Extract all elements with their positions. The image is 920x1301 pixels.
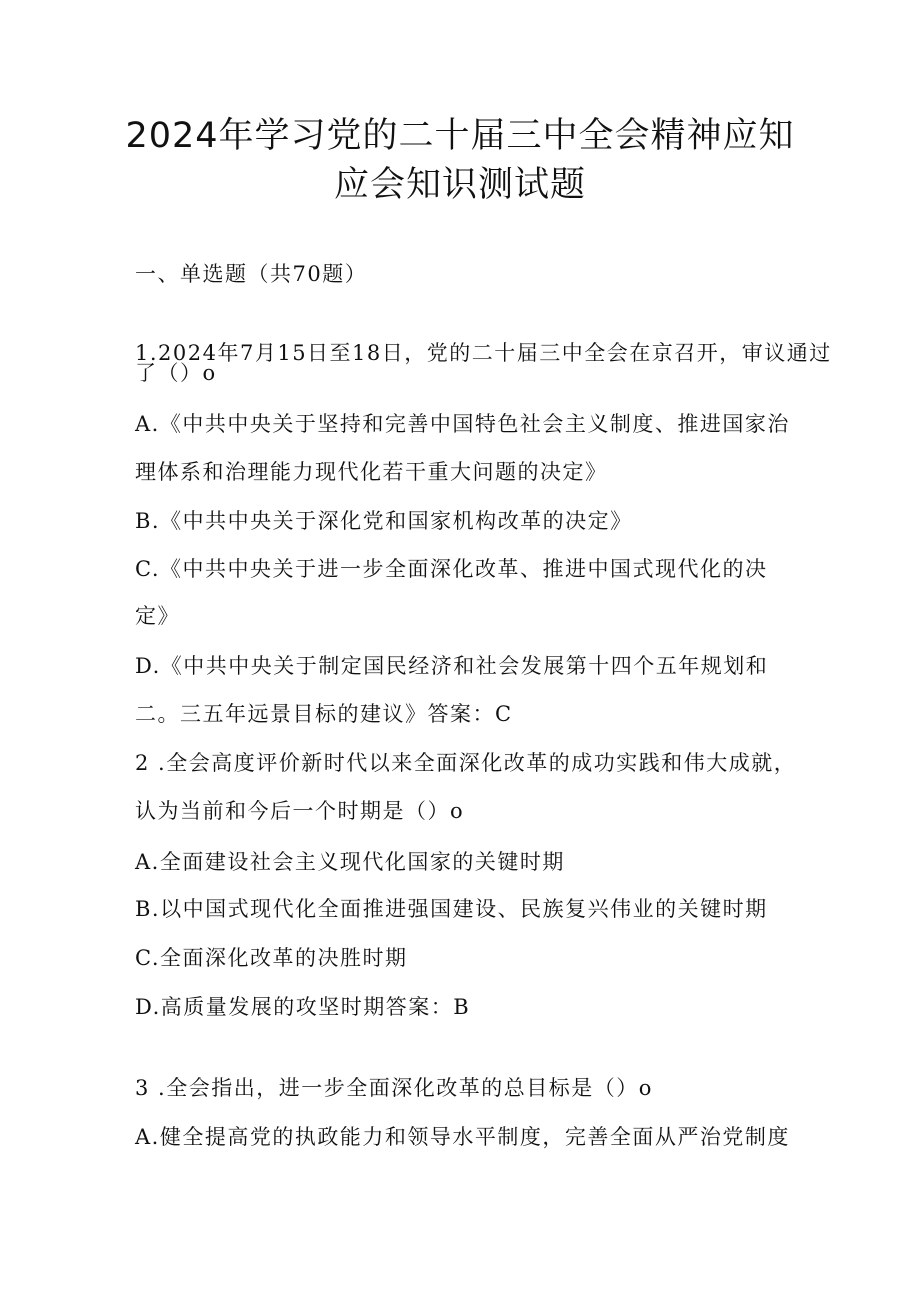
question-2-option-b: B.以中国式现代化全面推进强国建设、民族复兴伟业的关键时期 [135,897,768,921]
question-1-option-a-line-2: 理体系和治理能力现代化若干重大问题的决定》 [135,460,608,484]
question-1-option-a-line-1: A.《中共中央关于坚持和完善中国特色社会主义制度、推进国家治 [135,412,790,436]
question-1-option-c-line-2: 定》 [135,604,180,628]
question-3-stem-line-1: 3 .全会指出，进一步全面深化改革的总目标是（）o [135,1076,653,1100]
question-2-option-d: D.高质量发展的攻坚时期答案：B [135,995,471,1019]
question-1-option-c-line-1: C.《中共中央关于进一步全面深化改革、推进中国式现代化的决 [135,557,768,581]
question-2-option-c: C.全面深化改革的决胜时期 [135,946,408,970]
question-2-stem-line-2: 认为当前和今后一个时期是（）o [135,799,465,823]
question-2-stem-line-1: 2 .全会高度评价新时代以来全面深化改革的成功实践和伟大成就， [135,751,797,775]
question-1-option-d-line-2: 二。三五年远景目标的建议》答案：C [135,702,513,726]
question-1-stem-line-1: 1.2024年7月15日至18日，党的二十届三中全会在京召开，审议通过 [135,341,832,365]
question-1-option-b: B.《中共中央关于深化党和国家机构改革的决定》 [135,509,633,533]
question-2-option-a: A.全面建设社会主义现代化国家的关键时期 [135,850,565,874]
question-1-option-d-line-1: D.《中共中央关于制定国民经济和社会发展第十四个五年规划和 [135,654,769,678]
document-title-line-2: 应会知识测试题 [333,165,586,205]
document-title-line-1: 2024年学习党的二十届三中全会精神应知 [125,116,795,156]
question-1-stem-line-2: 了（）o [135,361,217,385]
section-heading: 一、单选题（共70题） [135,262,368,286]
question-3-option-a-line-1: A.健全提高党的执政能力和领导水平制度，完善全面从严治党制度 [135,1125,790,1149]
